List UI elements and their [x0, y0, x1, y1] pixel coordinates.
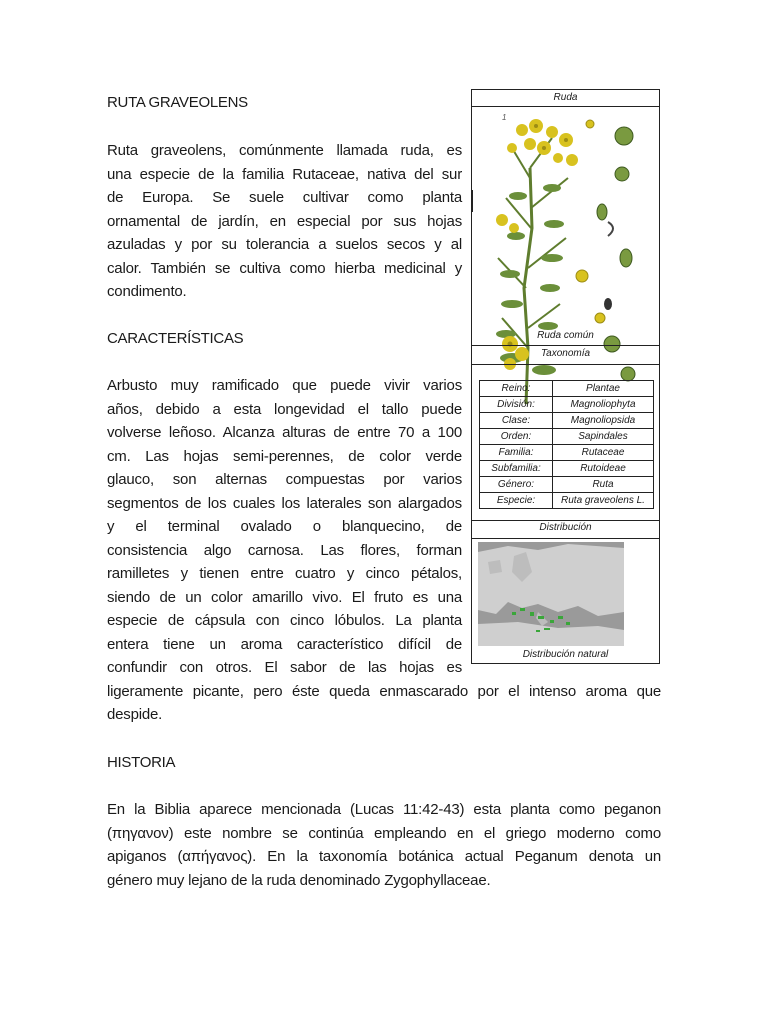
- text-line: género muy lejano de la ruda denominado Zygophyllaceae.: [107, 871, 491, 889]
- text-line: Arbusto muy ramificado que puede vivir varios: [107, 377, 462, 394]
- text-line: cm. Las hojas semi-perennes, de color verde: [107, 447, 462, 465]
- taxonomy-infobox: [471, 89, 660, 664]
- text-line: y el terminal ovalado o blanquecino, de: [107, 518, 462, 535]
- taxonomy-header: Taxonomía: [540, 348, 591, 359]
- taxonomy-rank: Orden:: [480, 429, 553, 445]
- text-line: despide.: [107, 706, 163, 723]
- text-line: Ruta graveolens, comúnmente llamada ruda, es: [107, 142, 462, 159]
- text-line: azuladas y por su tolerancia a suelos secos y al: [107, 236, 462, 253]
- text-line: calor. También se cultiva como hierba medicinal y: [107, 259, 462, 277]
- taxonomy-rank: Reino:: [480, 381, 553, 397]
- taxonomy-rank: División:: [480, 397, 553, 413]
- paragraph-caracteristicas-continued: [107, 680, 661, 727]
- paragraph-historia: [107, 798, 661, 892]
- taxonomy-rank: Familia:: [480, 445, 553, 461]
- text-line: consistencia algo carnosa. Las flores, forman: [107, 541, 462, 559]
- infobox-title: Ruda: [553, 92, 578, 103]
- svg-text:1: 1: [502, 113, 507, 122]
- text-line: apiganos (απήγανος). En la taxonomía botánica actual Peganum denota un: [107, 848, 661, 865]
- text-line: especie de cápsula con cinco lóbulos. La planta: [107, 612, 462, 629]
- taxonomy-value: Plantae: [553, 381, 654, 397]
- distribution-header: Distribución: [539, 522, 592, 533]
- table-row: [480, 477, 654, 493]
- image-caption: Ruda común: [537, 330, 594, 341]
- text-line: una especie de la familia Rutaceae, nativa del sur: [107, 165, 462, 183]
- section-title-ruta-graveolens: RUTA GRAVEOLENS: [107, 94, 248, 111]
- divider: [472, 345, 659, 346]
- table-row: [480, 413, 654, 429]
- text-line: ramilletes y tienen entre cuatro y cinco pétalos,: [107, 565, 462, 582]
- text-line: condimento.: [107, 283, 187, 300]
- text-line: ornamental de jardín, en especial por sus hojas: [107, 212, 462, 230]
- text-line: entera tiene un aroma característico difícil de: [107, 635, 462, 653]
- divider: [472, 520, 659, 521]
- taxonomy-value: Ruta: [553, 477, 654, 493]
- divider: [472, 364, 659, 365]
- text-line: En la Biblia aparece mencionada (Lucas 11:42-43) esta planta como peganon: [107, 801, 661, 818]
- text-line: glauco, son alternas compuestas por varios: [107, 471, 462, 488]
- table-row: [480, 493, 654, 509]
- taxonomy-value: Rutoideae: [553, 461, 654, 477]
- taxonomy-value: Magnoliophyta: [553, 397, 654, 413]
- text-line: confundir con otros. El sabor de las hojas es: [107, 659, 462, 676]
- text-line: segmentos de los cuales los laterales son alargados: [107, 494, 462, 512]
- divider: [472, 106, 659, 107]
- text-line: (πηγανον) este nombre se continúa empleando en el griego moderno como: [107, 824, 661, 842]
- text-line: volverse leñoso. Alcanza alturas de entre 70 a 100: [107, 424, 462, 441]
- table-row: [480, 445, 654, 461]
- section-title-historia: HISTORIA: [107, 754, 176, 771]
- table-row: [480, 461, 654, 477]
- taxonomy-value: Ruta graveolens L.: [553, 493, 654, 509]
- text-line: de Europa. Se suele cultivar como planta: [107, 189, 462, 206]
- taxonomy-rank: Género:: [480, 477, 553, 493]
- taxonomy-rank: Clase:: [480, 413, 553, 429]
- frame-mark: [472, 190, 473, 212]
- section-title-caracteristicas: CARACTERÍSTICAS: [107, 330, 244, 347]
- divider: [472, 538, 659, 539]
- taxonomy-value: Sapindales: [553, 429, 654, 445]
- taxonomy-value: Magnoliopsida: [553, 413, 654, 429]
- map-caption: Distribución natural: [522, 649, 609, 660]
- text-line: años, debido a esta longevidad el tallo puede: [107, 400, 462, 418]
- taxonomy-rank: Subfamilia:: [480, 461, 553, 477]
- paragraph-caracteristicas: [107, 374, 462, 680]
- text-line: siendo de un color amarillo vivo. El fruto es una: [107, 588, 462, 606]
- taxonomy-rank: Especie:: [480, 493, 553, 509]
- paragraph-intro: [107, 139, 462, 304]
- table-row: [480, 397, 654, 413]
- taxonomy-table: [479, 380, 654, 509]
- taxonomy-value: Rutaceae: [553, 445, 654, 461]
- text-line: ligeramente picante, pero éste queda enmascarado por el intenso aroma que: [107, 682, 661, 700]
- table-row: [480, 429, 654, 445]
- distribution-map: [478, 542, 624, 646]
- table-row: [480, 381, 654, 397]
